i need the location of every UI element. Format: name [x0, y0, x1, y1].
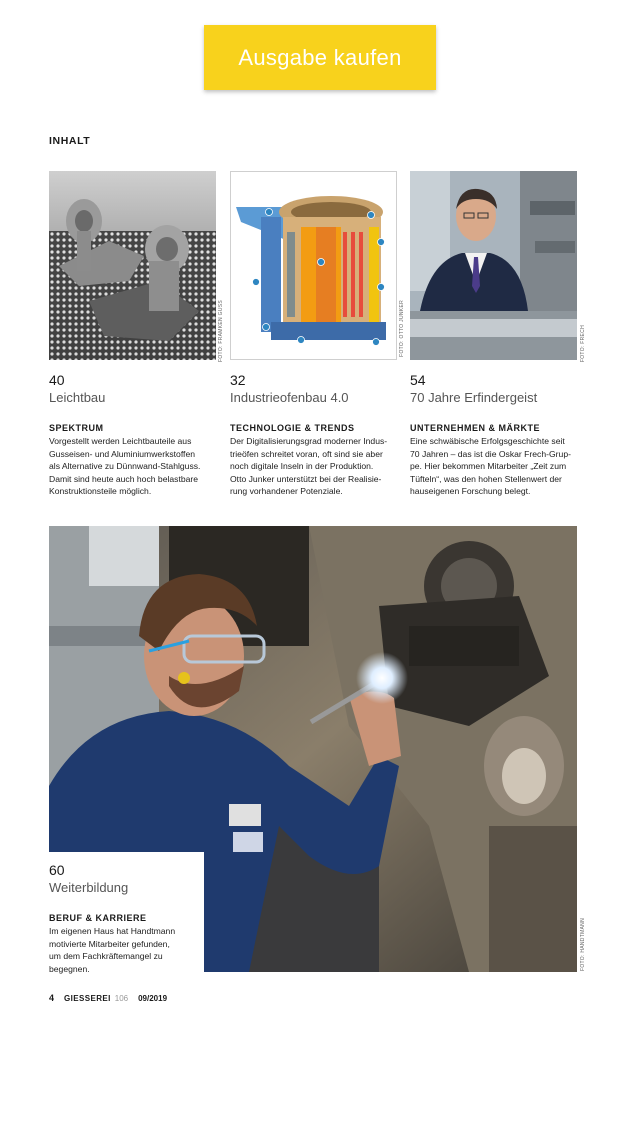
teaser-line: trieöfen schreitet voran, oft sind sie aber [230, 448, 383, 459]
article-title[interactable]: Leichtbau [49, 390, 106, 405]
teaser-line: Otto Junker unterstützt bei der Realisie- [230, 473, 382, 484]
footer-page-number: 4 [49, 993, 55, 1003]
teaser-line: pe. Hier bekommen Mitarbeiter „Zeit zum [410, 461, 567, 472]
teaser-line: Der Digitalisierungsgrad moderner Indus- [230, 436, 388, 446]
page-footer [49, 993, 167, 1003]
article-rubric: BERUF & KARRIERE [49, 913, 147, 923]
buy-issue-button[interactable]: Ausgabe kaufen [204, 25, 436, 90]
article-teaser [49, 925, 204, 975]
footer-volume: 106 [114, 994, 129, 1003]
teaser-line: Damit sind heute auch hoch belastbare [49, 473, 199, 484]
teaser-line: noch digitale Inseln in der Produktion. [230, 461, 374, 472]
teaser-line: als Alternative zu Dünnwand-Stahlguss. [49, 461, 201, 472]
section-label: INHALT [49, 135, 91, 147]
photo-credit: FOTO: HANDTMANN [580, 918, 586, 972]
teaser-line: Gusseisen- und Aluminiumwerkstoffen [49, 448, 196, 459]
article-page-number: 40 [49, 372, 65, 388]
teaser-line: Tüfteln“, was den hohen Stellenwert der [410, 473, 562, 484]
article-rubric: TECHNOLOGIE & TRENDS [230, 423, 355, 433]
article-page-number: 54 [410, 372, 426, 388]
article-teaser [49, 435, 219, 498]
photo-credit: FOTO: OTTO JUNKER [399, 300, 405, 357]
leichtbau-photo[interactable] [49, 171, 216, 360]
article-page-number: 60 [49, 862, 65, 878]
teaser-line: motivierte Mitarbeiter gefunden, [49, 938, 170, 949]
footer-issue: 09/2019 [138, 994, 168, 1003]
teaser-line: Vorgestellt werden Leichtbauteile aus [49, 436, 192, 446]
photo-credit: FOTO: FRECH [580, 325, 586, 363]
industrieofen-diagram[interactable] [230, 171, 397, 360]
teaser-line: Eine schwäbische Erfolgsgeschichte seit [410, 436, 565, 446]
article-title[interactable]: Weiterbildung [49, 880, 129, 895]
feature-text-box [49, 852, 204, 977]
article-page-number: 32 [230, 372, 246, 388]
article-rubric: UNTERNEHMEN & MÄRKTE [410, 423, 540, 433]
teaser-line: Im eigenen Haus hat Handtmann [49, 926, 176, 936]
footer-magazine-name: GIESSEREI [64, 994, 111, 1003]
teaser-line: Konstruktionsteile möglich. [49, 486, 152, 497]
teaser-line: rung vorhandener Potenziale. [230, 486, 343, 497]
article-teaser [230, 435, 402, 498]
teaser-line: 70 Jahren – das ist die Oskar Frech-Grup- [410, 448, 571, 459]
photo-credit: FOTO: FRAMKEN GUSS [218, 300, 224, 362]
article-title[interactable]: 70 Jahre Erfindergeist [410, 390, 538, 405]
article-title[interactable]: Industrieofenbau 4.0 [230, 390, 349, 405]
teaser-line: begegnen. [49, 963, 90, 974]
article-teaser [410, 435, 585, 498]
teaser-line: hauseigenen Forschung belegt. [410, 486, 531, 497]
article-rubric: SPEKTRUM [49, 423, 104, 433]
erfindergeist-photo[interactable] [410, 171, 577, 360]
teaser-line: um dem Fachkräftemangel zu [49, 951, 163, 962]
